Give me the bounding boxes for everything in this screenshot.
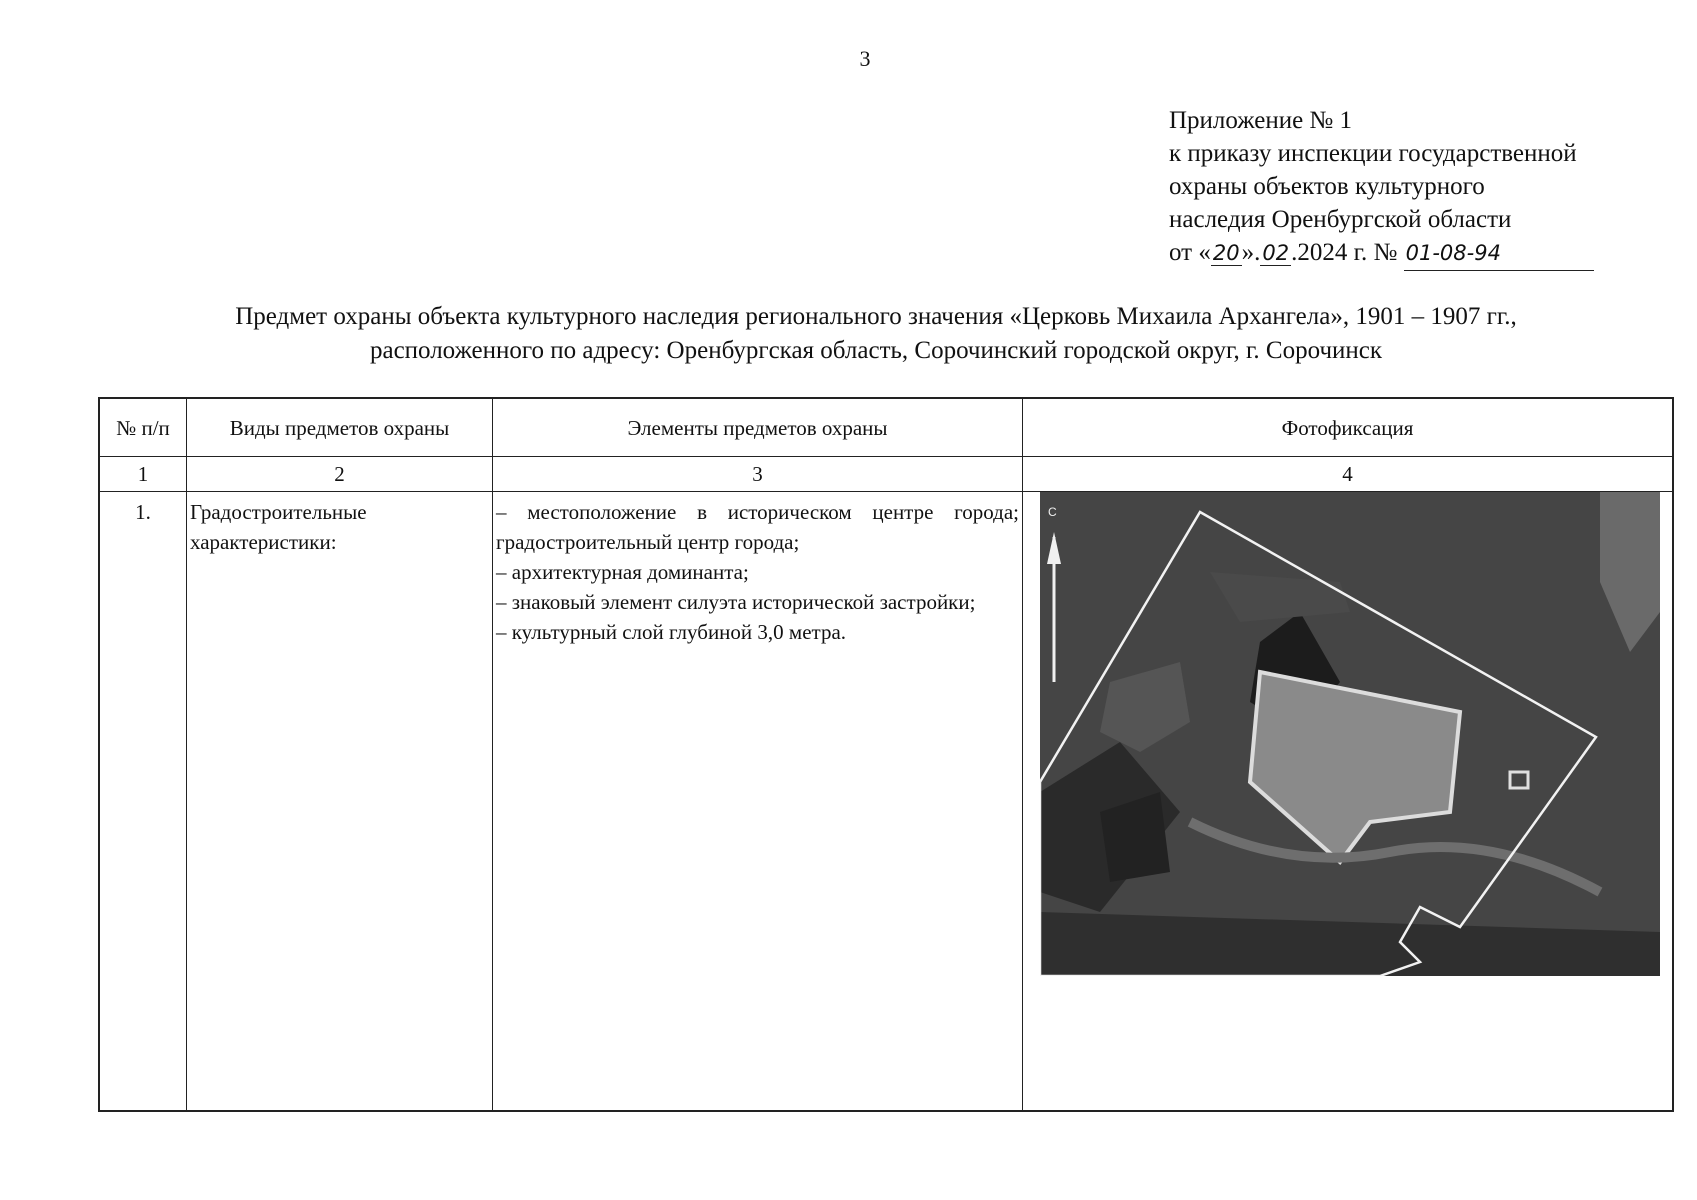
- header-cell: № п/п: [100, 399, 187, 457]
- date-prefix: от «: [1169, 239, 1211, 266]
- element-item: – местоположение в историческом центре города; градостроительный центр города;: [496, 500, 1019, 554]
- date-mid: ».: [1241, 239, 1261, 266]
- appendix-block: [1169, 104, 1594, 271]
- element-item: – знаковый элемент силуэта исторической застройки;: [496, 590, 976, 614]
- north-label: С: [1048, 505, 1057, 519]
- row-number: 1.: [100, 492, 187, 1111]
- order-month: 02: [1262, 241, 1290, 265]
- title-line: расположенного по адресу: Оренбургская область, Сорочинский городской округ, г. Сорочинск: [369, 337, 1383, 364]
- page-number: 3: [859, 46, 871, 71]
- column-number: 4: [1023, 457, 1673, 492]
- column-number: 1: [100, 457, 187, 492]
- column-number: 3: [493, 457, 1023, 492]
- column-number: 2: [187, 457, 493, 492]
- order-date-number: [1169, 236, 1594, 271]
- header-cell: Элементы предметов охраны: [493, 399, 1023, 457]
- header-cell: Виды предметов охраны: [187, 399, 493, 457]
- order-number: 01-08-94: [1404, 237, 1594, 271]
- column-number-row: [100, 457, 1673, 492]
- order-year: .2024 г. №: [1291, 239, 1398, 266]
- header-cell: Фотофиксация: [1023, 399, 1673, 457]
- document-title: [96, 300, 1656, 368]
- table-header-row: [100, 399, 1673, 457]
- appendix-title: Приложение № 1: [1169, 107, 1353, 134]
- element-item: – культурный слой глубиной 3,0 метра.: [496, 620, 847, 644]
- element-item: – архитектурная доминанта;: [496, 560, 749, 584]
- appendix-line: охраны объектов культурного: [1169, 173, 1485, 200]
- aerial-photo-image: [1040, 492, 1660, 976]
- order-day: 20: [1212, 241, 1240, 265]
- appendix-line: наследия Оренбургской области: [1169, 206, 1512, 233]
- aerial-photo: [1040, 492, 1660, 976]
- protection-type: Градостроительные характеристики:: [187, 492, 493, 1111]
- title-line: Предмет охраны объекта культурного наследия регионального значения «Церковь Михаила Архангела», 1901 – 1907 гг.,: [235, 303, 1517, 330]
- protection-elements: [493, 492, 1023, 1111]
- appendix-line: к приказу инспекции государственной: [1169, 140, 1577, 167]
